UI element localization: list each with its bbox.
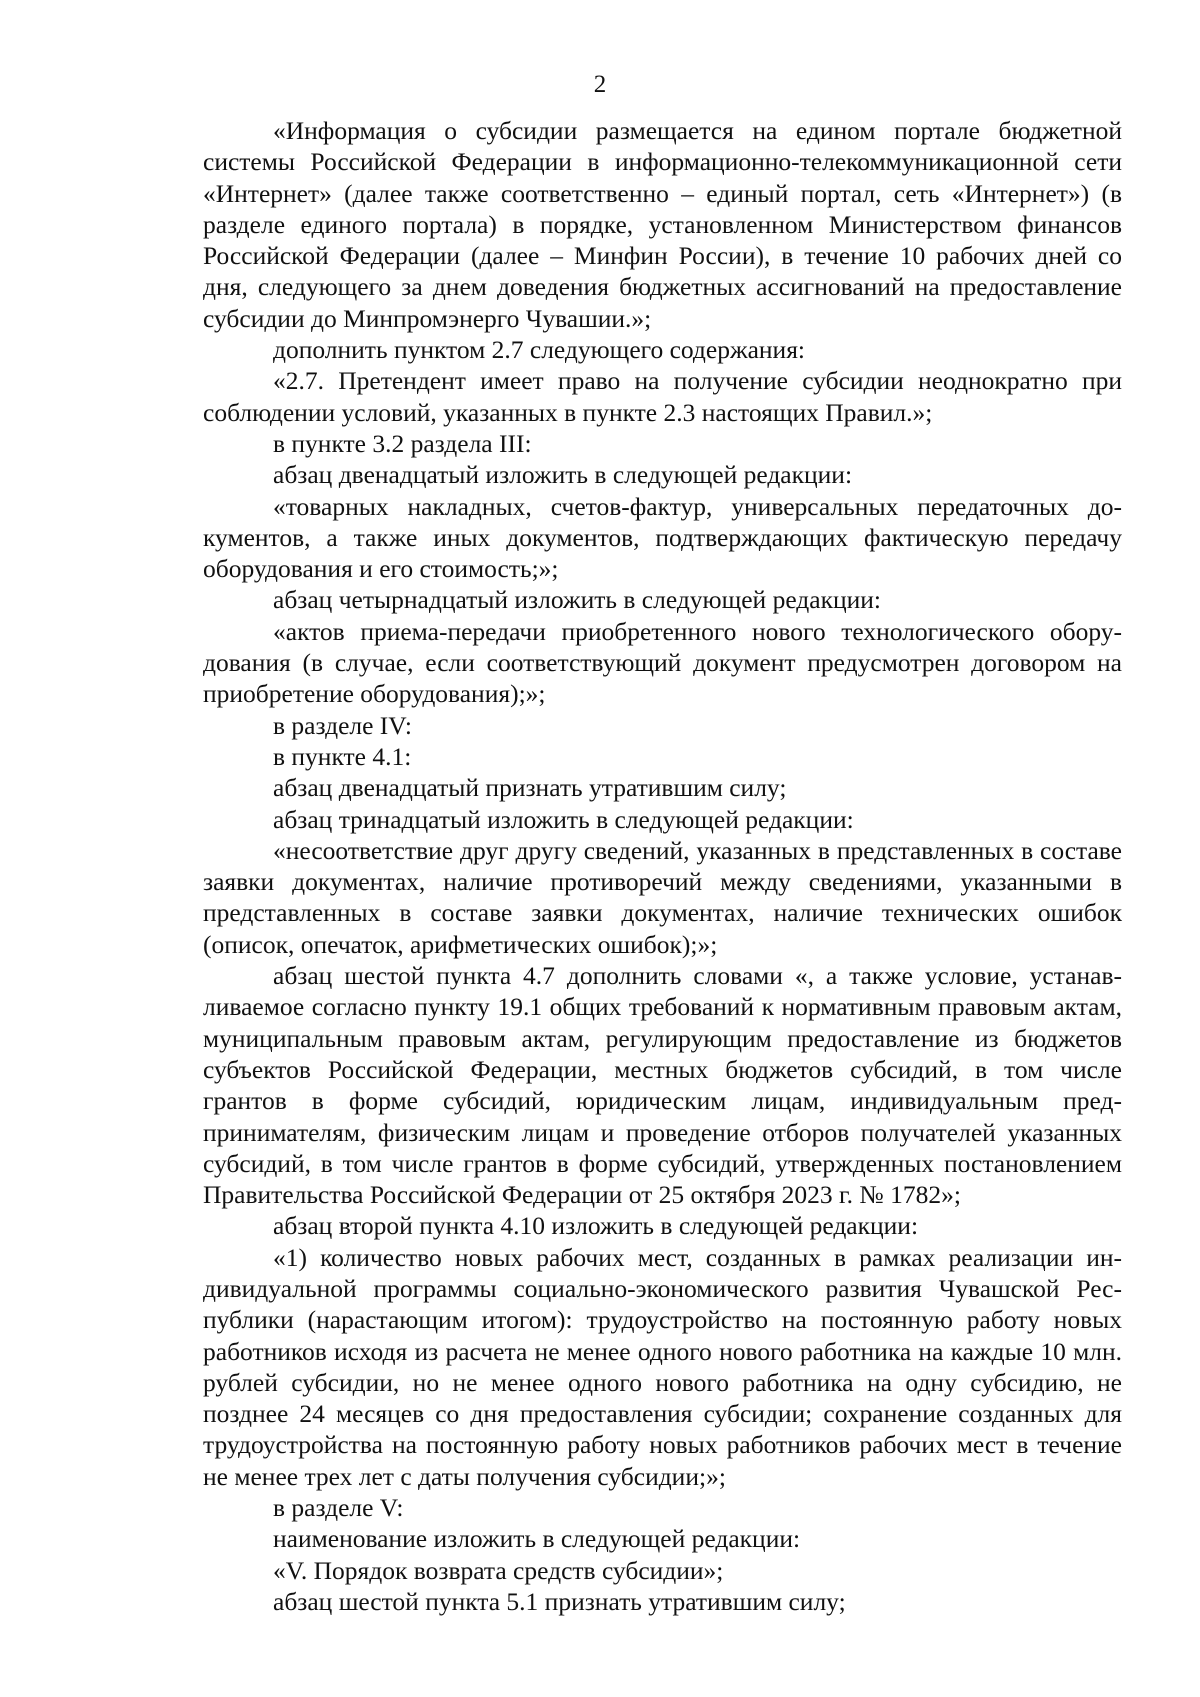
paragraph-inconsistency: «несоответствие друг другу сведений, указанных в представленных в составе заявки документах, наличие противоречий между сведениями, указанными в представленных в составе заявки документах, наличие технических ошибок (описок, опечаток, арифметических ошибок);»; — [203, 835, 1122, 959]
paragraph-section-v-title: «V. Порядок возврата средств субсидии»; — [273, 1555, 724, 1585]
paragraph-point-4-7: абзац шестой пункта 4.7 дополнить словами «, а также условие, устанавливаемое согласно пункту 19.1 общих требований к нормативным правовым актам, муниципальным правовым актам, регулирующим предоставление из бюджетов субъектов Российской Федерации, местных бюджетов субсидий, в том числе грантов в форме субсидий, юридическим лицам, индивидуальным предпринимателям, физическим лицам и проведение отборов получателей указанных субсидий, в том числе грантов в форме субсидий, утвержденных постановлением Правительства Российской Федерации от 25 октября 2023 г. № 1782»; — [203, 961, 1122, 1210]
paragraph-point-4-1: в пункте 4.1: — [273, 741, 412, 771]
paragraph-point-4-10: абзац второй пункта 4.10 изложить в следующей редакции: — [273, 1211, 919, 1241]
paragraph-invoices: «товарных накладных, счетов-фактур, универсальных передаточных документов, а также иных документов, подтверждающих фактическую передачу оборудования и его стоимость;»; — [203, 491, 1122, 584]
paragraph-twelfth-abzac: абзац двенадцатый изложить в следующей редакции: — [273, 460, 853, 490]
paragraph-section-iv: в разделе IV: — [273, 710, 412, 740]
paragraph-subsidy-info: «Информация о субсидии размещается на едином портале бюджетной системы Российской Федерации в информационно-телекоммуникационной сети «Интернет» (далее также соответственно – единый портал, сеть «Интернет») (в разделе единого портала) в порядке, установленном Министерством финансов Российской Федерации (далее – Минфин России), в течение 10 рабочих дней со дня, следующего за днем доведения бюджетных ассигнований на предоставление субсидии до Минпромэнерго Чувашии.»; — [203, 116, 1122, 333]
document-body — [203, 115, 1122, 1617]
paragraph-thirteenth-abzac: абзац тринадцатый изложить в следующей редакции: — [273, 804, 854, 834]
paragraph-point-5-1: абзац шестой пункта 5.1 признать утратившим силу; — [273, 1586, 846, 1616]
paragraph-section-v: в разделе V: — [273, 1493, 404, 1523]
paragraph-point-3-2: в пункте 3.2 раздела III: — [273, 428, 532, 458]
paragraph-twelfth-void: абзац двенадцатый признать утратившим силу; — [273, 773, 787, 803]
paragraph-fourteenth-abzac: абзац четырнадцатый изложить в следующей редакции: — [273, 585, 882, 615]
paragraph-add-point-2-7: дополнить пунктом 2.7 следующего содержания: — [273, 335, 806, 365]
paragraph-new-jobs: «1) количество новых рабочих мест, созданных в рамках реализации индивидуальной программы социально-экономического развития Чувашской Республики (нарастающим итогом): трудоустройство на постоянную работу новых работников исходя из расчета не менее одного нового работника на каждые 10 млн. рублей субсидии, но не менее одного нового работника на одну субсидию, не позднее 24 месяцев со дня предоставления субсидии; сохранение созданных для трудоустройства на постоянную работу новых работников рабочих мест в течение не менее трех лет с даты получения субсидии;»; — [203, 1242, 1122, 1491]
paragraph-name-edit: наименование изложить в следующей редакции: — [273, 1524, 801, 1554]
paragraph-acceptance-acts: «актов приема-передачи приобретенного нового технологического оборудования (в случае, если соответствующий документ предусмотрен договором на приобретение оборудования);»; — [203, 616, 1122, 709]
paragraph-point-2-7: «2.7. Претендент имеет право на получение субсидии неоднократно при соблюдении условий, указанных в пункте 2.3 настоящих Правил.»; — [203, 366, 1122, 427]
page-number: 2 — [593, 71, 607, 98]
